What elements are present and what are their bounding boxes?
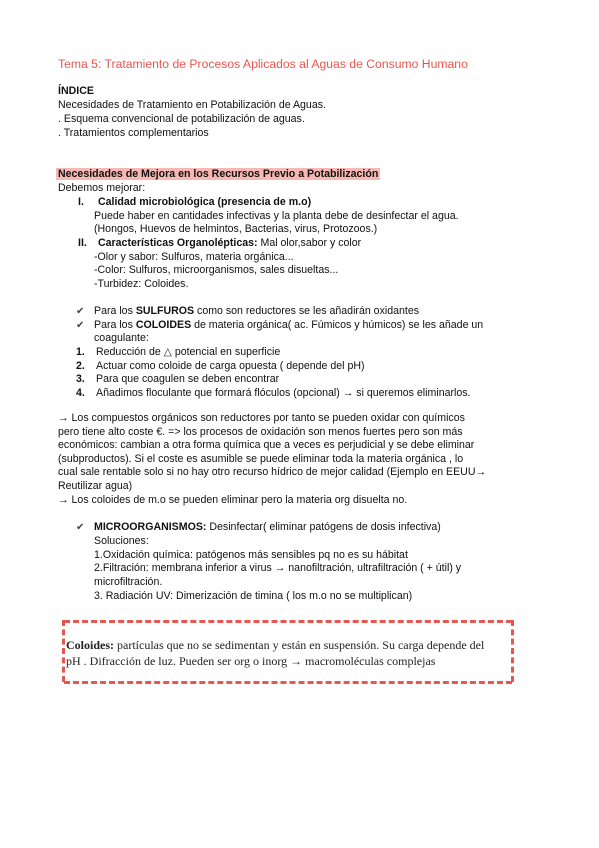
numbered-item: 3. Para que coagulen se deben encontrar (76, 373, 280, 385)
paragraph-line: económicos: cambian a otra forma química que a veces es perjudicial y se debe eliminar (58, 439, 475, 451)
micro-line: 1.Oxidación química: patógenos más sensibles pq no es su hábitat (94, 549, 408, 561)
paragraph-line: (subproductos). Si el coste es asumible se puede eliminar toda la materia orgánica , lo (58, 453, 464, 465)
paragraph-line: → Los compuestos orgánicos son reductores por tanto se pueden oxidar con químicos (58, 412, 465, 424)
roman-item-1 (78, 196, 311, 209)
roman-line: (Hongos, Huevos de helmintos, Bacterias, virus, Protozoos.) (94, 223, 378, 235)
section-heading-text: Necesidades de Mejora en los Recursos Previo a Potabilización (58, 168, 379, 180)
checkmark-icon: ✔ (76, 320, 85, 331)
index-item: . Esquema convencional de potabilización de aguas. (58, 113, 305, 125)
document-title: Tema 5: Tratamiento de Procesos Aplicados al Aguas de Consumo Humano (58, 57, 468, 71)
checkmark-icon: ✔ (76, 522, 85, 533)
numbered-item: 4. Añadimos floculante que formará flóculos (opcional) → si queremos eliminarlos. (76, 387, 471, 399)
paragraph-line: → Los coloides de m.o se pueden eliminar pero la materia org disuelta no. (58, 494, 408, 506)
index-item: Necesidades de Tratamiento en Potabilización de Aguas. (58, 99, 326, 111)
micro-line: 2.Filtración: membrana inferior a virus → nanofiltración, ultrafiltración ( + útil) y (94, 562, 462, 574)
section-heading (56, 168, 380, 181)
roman-line: -Olor y sabor: Sulfuros, materia orgánica... (94, 251, 294, 263)
roman-rest: Mal olor,sabor y color (257, 237, 362, 249)
roman-item-2 (78, 237, 361, 250)
note-line-1: Coloides: partículas que no se sedimentan y están en suspensión. Su carga depende del (66, 638, 485, 652)
index-heading: ÍNDICE (58, 85, 94, 97)
check-continuation: coagulante: (94, 332, 149, 344)
check-item-microorganismos: ✔ MICROORGANISMOS: Desinfectar( eliminar patógens de dosis infectiva) (76, 521, 441, 533)
check-item-coloides: ✔ Para los COLOIDES de materia orgánica( ac. Fúmicos y húmicos) se les añade un (76, 319, 484, 331)
note-term: Coloides: (66, 638, 114, 652)
roman-line: -Turbidez: Coloides. (94, 278, 189, 290)
note-box-right-border (511, 620, 514, 682)
roman-number: II. (78, 237, 87, 249)
roman-line: Puede haber en cantidades infectivas y la planta debe de desinfectar el agua. (94, 210, 459, 222)
paragraph-line: pero tiene alto coste €. => los procesos de oxidación son menos fuertes pero son más (58, 426, 463, 438)
note-box-left-border (62, 620, 65, 682)
paragraph-line: Reutilizar agua) (58, 480, 133, 492)
check-item-sulfuros: ✔ Para los SULFUROS como son reductores se les añadirán oxidantes (76, 305, 420, 317)
micro-line: 3. Radiación UV: Dimerización de timina ( los m.o no se multiplican) (94, 590, 413, 602)
numbered-item: 1. Reducción de △ potencial en superficie (76, 346, 281, 358)
roman-title: Características Organolépticas: (98, 237, 258, 249)
numbered-item: 2. Actuar como coloide de carga opuesta ( depende del pH) (76, 360, 365, 372)
roman-number: I. (78, 196, 84, 208)
section-intro: Debemos mejorar: (58, 182, 146, 194)
note-line-2: pH . Difracción de luz. Pueden ser org o inorg → macromoléculas complejas (66, 654, 436, 668)
micro-line: Soluciones: (94, 535, 149, 547)
micro-line: microfiltración. (94, 576, 163, 588)
paragraph-line: cual sale rentable solo si no hay otro recurso hídrico de mejor calidad (Ejemplo en EEUU→ (58, 466, 487, 478)
index-item: . Tratamientos complementarios (58, 127, 209, 139)
roman-line: -Color: Sulfuros, microorganismos, sales disueltas... (94, 264, 339, 276)
checkmark-icon: ✔ (76, 306, 85, 317)
roman-title: Calidad microbiológica (presencia de m.o) (98, 196, 312, 208)
